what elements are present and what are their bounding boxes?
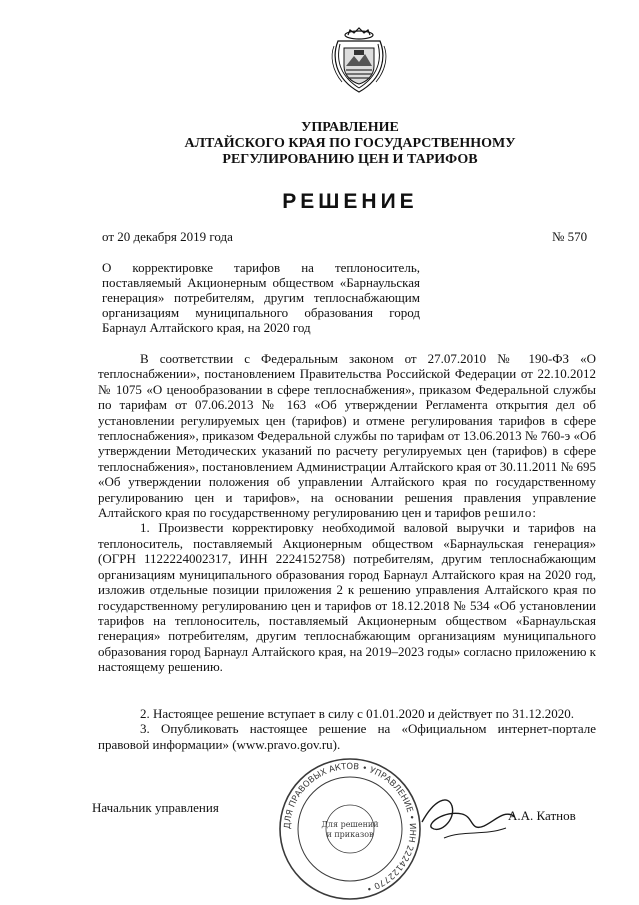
document-number: № 570 xyxy=(552,229,588,244)
coat-of-arms-emblem xyxy=(328,26,390,96)
point-3: 3. Опубликовать настоящее решение на «Официальном интернет-портале правовой информации» (www.pravo.gov.ru). xyxy=(98,721,596,752)
preamble-text: В соответствии с Федеральным законом от 27.07.2010 № 190-ФЗ «О теплоснабжении», постановлением Правительства Российской Федерации от 22.10.2012 № 1075 «О ценообразовании в сфере теплоснабжения», приказом Федеральной службы по тарифам от 07.06.2013 № 163 «Об утверждении Регламента открытия дел об установлении регулируемых цен (тарифов) и отмене регулирования тарифов в сфере теплоснабжения», приказом Федеральной службы по тарифам от 13.06.2013 № 760-э «Об утверждении Методических указаний по расчету регулируемых цен (тарифов) в сфере теплоснабжения», постановлением Администрации Алтайского края от 30.11.2011 № 695 «Об утверждении положения об управлении Алтайского края по государственному регулированию цен и тарифов», на основании решения правления управление Алтайского края по государственному регулированию цен и тарифов xyxy=(98,351,596,521)
decides-word: решило: xyxy=(484,505,538,521)
stamp-center-line-1: Для решений xyxy=(321,820,379,829)
agency-name-line-1: УПРАВЛЕНИЕ xyxy=(301,120,399,135)
preamble-paragraph xyxy=(98,351,596,520)
document-body-final xyxy=(98,706,596,752)
stamp-ring-text: ДЛЯ ПРАВОВЫХ АКТОВ • УПРАВЛЕНИЕ • ИНН 2224122770 • xyxy=(282,761,418,894)
signer-title: Начальник управления xyxy=(92,800,219,815)
document-type-title: РЕШЕНИЕ xyxy=(282,190,418,213)
document-subject: О корректировке тарифов на теплоноситель, поставляемый Акционерным обществом «Барнаульская генерация» потребителям, другим теплоснабжающим организациям муниципального образования город Барнаул Алтайского края, на 2020 год xyxy=(102,260,420,335)
agency-name-line-2: АЛТАЙСКОГО КРАЯ ПО ГОСУДАРСТВЕННОМУ xyxy=(184,136,516,151)
document-body xyxy=(98,351,596,675)
point-2: 2. Настоящее решение вступает в силу с 01.01.2020 и действует по 31.12.2020. xyxy=(140,706,575,721)
document-date: от 20 декабря 2019 года xyxy=(102,229,233,244)
official-stamp xyxy=(276,755,424,903)
signer-name: А.А. Катнов xyxy=(508,808,576,823)
agency-name-line-3: РЕГУЛИРОВАНИЮ ЦЕН И ТАРИФОВ xyxy=(222,152,478,167)
stamp-center-line-2: и приказов xyxy=(326,830,374,839)
point-1: 1. Произвести корректировку необходимой валовой выручки и тарифов на теплоноситель, поставляемый Акционерным обществом «Барнаульская генерация» (ОГРН 1122224002317, ИНН 2224152758) потребителям, другим теплоснабжающим организациям муниципального образования город Барнаул Алтайского края на 2020 год, изложив отдельные позиции приложения 2 к решению управления Алтайского края по государственному регулированию цен и тарифов от 18.12.2018 № 534 «Об установлении тарифов на теплоноситель, поставляемый Акционерным обществом «Барнаульская генерация» потребителям, другим теплоснабжающим организациям муниципального образования город Барнаул Алтайского края, на 2019–2023 годы» согласно приложению к настоящему решению. xyxy=(98,520,596,675)
